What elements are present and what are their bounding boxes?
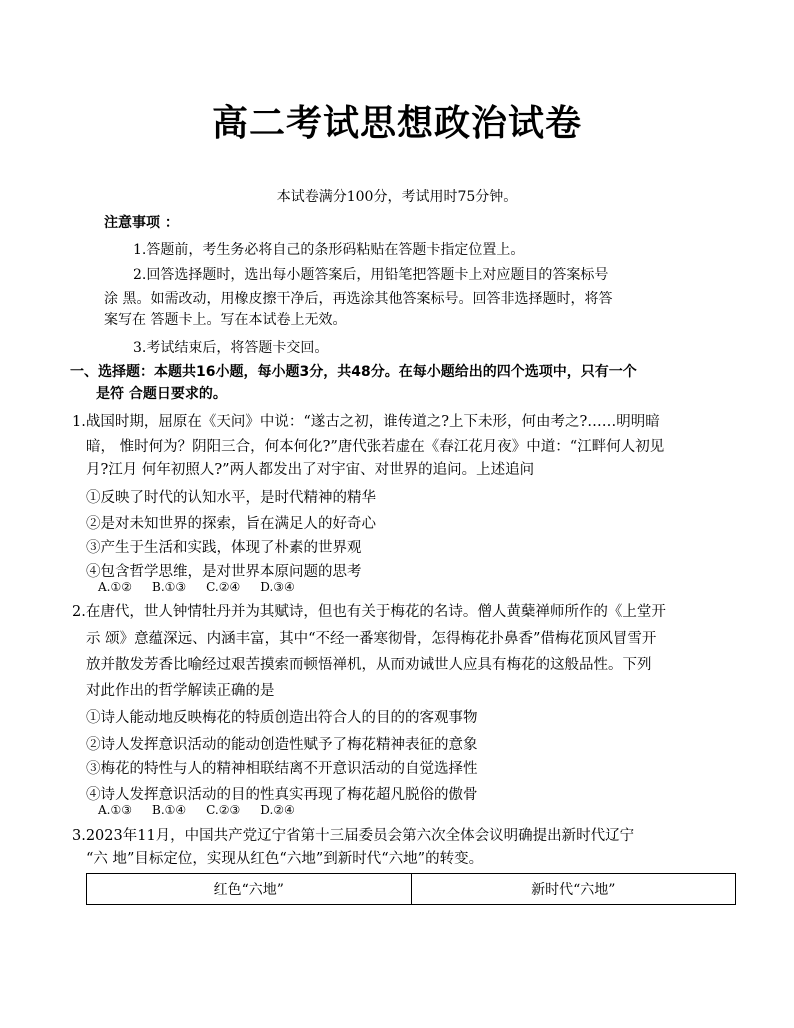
question-text: 2.在唐代，世人钟情牡丹并为其赋诗，但也有关于梅花的名诗。僧人黄蘖禅师所作的《上堂开: [72, 604, 666, 620]
question-text: 对此作出的哲学解读正确的是: [86, 683, 275, 699]
statement-item: ②诗人发挥意识活动的能动创造性赋予了梅花精神表征的意象: [86, 737, 478, 753]
option-b[interactable]: B.①④: [152, 803, 187, 817]
statement-item: ①诗人能动地反映梅花的特质创造出符合人的目的的客观事物: [86, 710, 478, 726]
statement-item: ③梅花的特性与人的精神相联结离不开意识活动的自觉选择性: [86, 761, 478, 777]
option-d[interactable]: D.②④: [260, 803, 295, 817]
answer-options: [98, 580, 315, 594]
answer-options: [98, 803, 315, 817]
statement-item: ①反映了时代的认知水平，是时代精神的精华: [86, 490, 376, 506]
notice-line: 2.回答选择题时，选出每小题答案后，用铅笔把答题卡上对应题目的答案标号: [133, 267, 609, 283]
section-heading-cont: 是符 合题日要求的。: [96, 386, 227, 402]
notice-line: 涂 黑。如需改动，用橡皮擦干净后，再选涂其他答案标号。回答非选择题时，将答: [104, 291, 613, 307]
question-text: “六 地”目标定位，实现从红色“六地”到新时代“六地”的转变。: [86, 851, 484, 867]
notice-line: 1.答题前，考生务必将自己的条形码粘贴在答题卡指定位置上。: [133, 242, 525, 258]
statement-item: ④诗人发挥意识活动的目的性真实再现了梅花超凡脱俗的傲骨: [86, 787, 478, 803]
statement-item: ③产生于生活和实践，体现了朴素的世界观: [86, 540, 362, 556]
option-a[interactable]: A.①③: [98, 803, 132, 817]
question-text: 月?江月 何年初照人?”两人都发出了对宇宙、对世界的追问。上述追问: [86, 462, 535, 478]
option-b[interactable]: B.①③: [152, 580, 187, 594]
statement-item: ④包含哲学思维，是对世界本原问题的思考: [86, 564, 362, 580]
notice-line: 案写在 答题卡上。写在本试卷上无效。: [104, 312, 347, 328]
notice-heading: 注意事项 ：: [104, 215, 179, 231]
option-c[interactable]: C.②③: [206, 803, 241, 817]
question-text: 示 颂》意蕴深远、内涵丰富，其中“不经一番寒彻骨，怎得梅花扑鼻香”借梅花顶风冒雪开: [86, 631, 657, 647]
option-d[interactable]: D.③④: [260, 580, 295, 594]
section-heading: 一、选择题：本题共16小题，每小题3分，共48分。在每小题给出的四个选项中，只有一个: [70, 364, 637, 380]
option-c[interactable]: C.②④: [206, 580, 241, 594]
exam-title: 高二考试思想政治试卷: [211, 103, 582, 144]
question-text: 暗， 惟时何为？阴阳三合，何本何化?”唐代张若虚在《春江花月夜》中道：“江畔何人初见: [86, 439, 665, 455]
six-di-table: [86, 873, 736, 905]
table-header-red: 红色“六地”: [87, 874, 412, 905]
notice-line: 3.考试结束后，将答题卡交回。: [133, 340, 329, 356]
question-text: 3.2023年11月，中国共产党辽宁省第十三届委员会第六次全体会议明确提出新时代辽宁: [72, 828, 635, 844]
option-a[interactable]: A.①②: [98, 580, 132, 594]
statement-item: ②是对未知世界的探索，旨在满足人的好奇心: [86, 516, 376, 532]
question-text: 1.战国时期，屈原在《天问》中说：“遂古之初，谁传道之?上下未形，何由考之?……明明暗: [72, 414, 660, 430]
question-text: 放并散发芳香比喻经过艰苦摸索而顿悟禅机，从而劝诫世人应具有梅花的这般品性。下列: [86, 657, 652, 673]
table-header-new-era: 新时代“六地”: [411, 874, 736, 905]
exam-subtitle: 本试卷满分100分，考试用时75分钟。: [276, 189, 518, 205]
